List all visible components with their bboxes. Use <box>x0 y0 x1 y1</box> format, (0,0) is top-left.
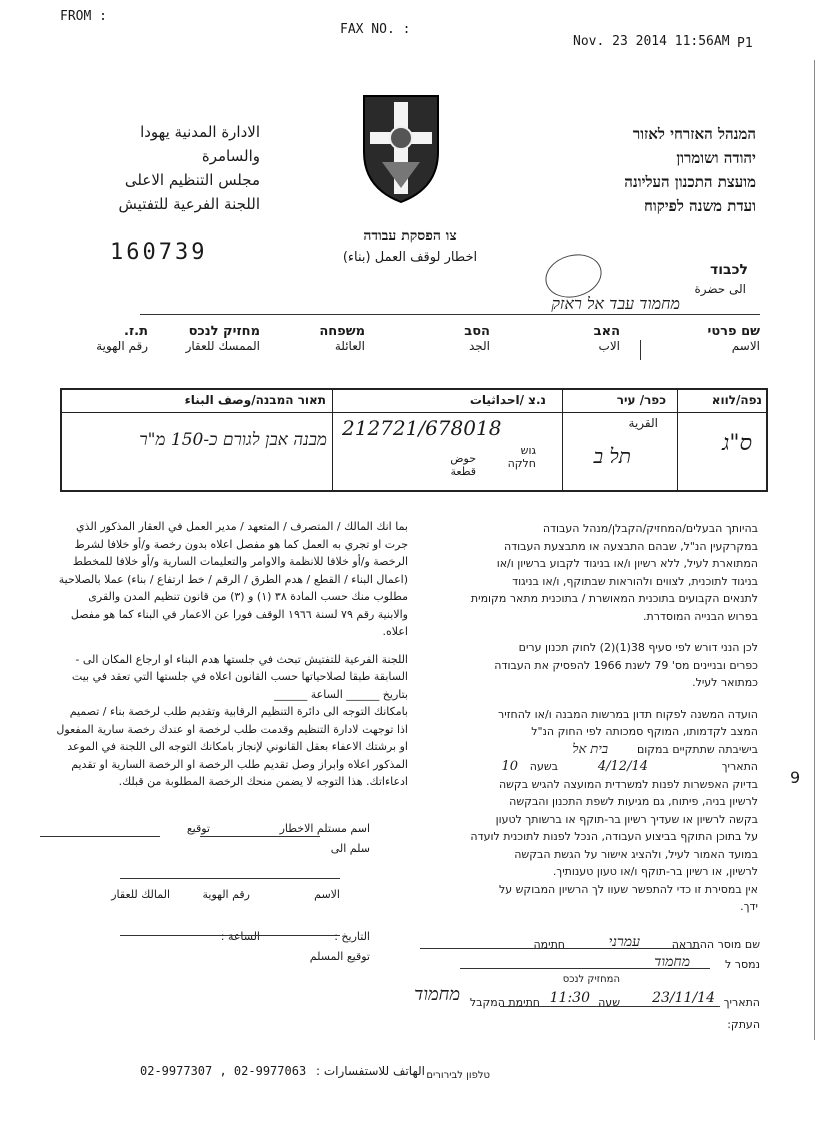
authority-ar-line: الادارة المدنية يهودا <box>140 123 260 141</box>
table-header-structure: תאור המבנה/وصف البناء <box>184 393 326 407</box>
body-he-line: על בתוכן התוקף בביצוע העבודה, הנכל לפנות לתוכנית לועדה <box>470 830 758 843</box>
body-he-line: כפרים ובניינים מס' 79 לשנת 1966 להפסיק את העבודה <box>494 658 758 672</box>
footer-phones: 02-9977307 , 02-9977063 <box>140 1064 307 1078</box>
body-he-line: בדיוק האפשרות לפנות למשרדית המועצה להגיש בקשה <box>498 777 758 791</box>
meeting-date-line: התאריך 4/12/14 בשעה 10 <box>501 759 758 774</box>
document-number: 160739 <box>110 240 208 265</box>
delivery-hour-value: 11:30 <box>549 990 590 1006</box>
receiver-signature-label: חתימת המקבל <box>469 996 540 1009</box>
delivery-hebrew <box>360 930 760 1040</box>
body-he-line: במועד האמור לעיל, ולהציג אישור על הגשת הבקשה <box>514 847 758 861</box>
handwritten-addressee-name: מחמוד עבד אל ראזק <box>551 294 680 313</box>
body-he-line: לרשיון, או רשיון בר-תוקף ו/או טעון טענותיך. <box>552 865 758 878</box>
document-title-arabic: اخطار لوقف العمل (بناء) <box>342 250 478 265</box>
structure-description-value: מבנה אבן לגורם כ-150 מ"ר <box>139 430 327 450</box>
receipt-date-label: التاريخ : <box>334 930 370 943</box>
delivery-date-label: התאריך <box>723 996 760 1009</box>
body-he-line: לתנאים הקבועים בתוכנית המאושרת / בתוכנית מתאר מקומית <box>470 592 758 605</box>
body-he-line: לרשיון בניה, פיתוח, גם מגיעות לשפת התכנון והבקשה <box>509 795 758 808</box>
authority-he-line: ועדת משנה לפיקוח <box>643 197 756 215</box>
meeting-place-line: בישיבתה שתתקיים במקום בית אל <box>572 741 758 757</box>
table-header-divider <box>62 412 766 413</box>
handwritten-tick <box>640 340 651 360</box>
fax-number-label: FAX NO. : <box>340 22 411 37</box>
body-he-line: בהיותך הבעלים/המחזיק/הקבלן/מנהל העבודה <box>542 522 758 535</box>
meeting-date-value: 4/12/14 <box>597 759 648 774</box>
table-header-village: כפר/ עיר <box>616 393 666 407</box>
body-he-line: אין במסירת זו כדי להתפשר שעוו לך הרשיון המבוקש על <box>499 882 758 896</box>
person-fields-row <box>60 324 760 368</box>
receipt-hour-label: الساعة : <box>220 930 260 943</box>
receipt-arabic <box>40 822 370 970</box>
fax-page: P1 <box>737 36 753 51</box>
authority-ar-line: مجلس التنظيم الاعلى <box>124 171 260 189</box>
delivered-by-value: עמרני <box>608 934 640 950</box>
body-he-line: המצב לקדמותו, המוקף סמכותה לפי החוק הנ"ל <box>531 725 758 738</box>
body-he-line: כמתואר לעיל. <box>692 676 758 689</box>
body-ar-line: المذكور اعلاه وابراز وصل تقديم طلب الرخصة او الرخصة السارية او تقديم <box>71 757 408 771</box>
block-parcel-labels-ar: حوض قطعة <box>450 452 476 478</box>
body-he-line: בקשה לרשיון או שעדיך רשיון בר-תוקף או ברשותך לטעון <box>495 812 758 826</box>
body-hebrew <box>414 520 758 916</box>
body-ar-line: بتاريخ ______ الساعة ______ <box>274 687 408 701</box>
body-ar-line: بما انك المالك / المتصرف / المتعهد / مدير العمل في العقار المذكور الذي <box>76 520 408 533</box>
block-parcel-labels: גוש חלקה <box>507 444 536 470</box>
body-ar-line: اللجنة الفرعية للتفتيش تبحث في جلستها هدم البناء او ارجاع المكان الى - <box>75 652 408 666</box>
addressee-underline <box>140 314 760 315</box>
authority-ar-line: والسامرة <box>201 147 260 165</box>
coat-of-arms-emblem <box>360 92 442 204</box>
authority-hebrew <box>456 122 756 218</box>
authority-ar-line: اللجنة الفرعية للتفتيش <box>118 195 260 213</box>
body-he-line: ידך. <box>740 900 758 913</box>
body-ar-line: ادعاءاتك. هذا التوجه لا يضمن منحك الرخصة المطلوبة من قبلك. <box>118 775 408 788</box>
table-header-village-ar: القرية <box>628 416 658 430</box>
person-field-grandfather: הסב الجد <box>464 324 490 353</box>
footer-phones-row <box>140 1064 640 1078</box>
authority-he-line: המנהל האזרחי לאזור <box>632 125 756 143</box>
body-ar-line: الرخصة و/أو خلافا للانظمة والاوامر والتعليمات السارية و/أو خلافا للمخطط <box>72 555 408 568</box>
receipt-signature-label: توقيع <box>186 822 210 835</box>
body-ar-line: (اعمال البناء / القطع / هدم الطرق / الرقم / خط ارتفاع / بناء) عملا بالصلاحية <box>58 572 408 586</box>
coordinates-value: 212721/678018 <box>342 416 502 440</box>
body-he-line: הועדה המשנה לפקוח תדון במרשות המבנה ו/או להחזיר <box>498 707 758 721</box>
receipt-col-owner: المالك للعقار <box>111 888 170 901</box>
receipt-col-id: رقم الهوية <box>202 888 250 901</box>
delivered-to-value: מחמוד <box>654 954 690 970</box>
village-value: תל ב <box>593 444 631 468</box>
receipt-col-name: الاسم <box>314 888 340 901</box>
copy-label: העתק: <box>727 1018 760 1031</box>
holder-label: המחזיק לנכס <box>562 974 620 985</box>
footer-label-ar: : الهاتف للاستفسارات <box>316 1064 425 1078</box>
body-he-line: בפרוש הבנייה המוסדרת. <box>642 609 758 623</box>
fax-datetime: Nov. 23 2014 11:56AM <box>573 34 730 49</box>
table-header-district: נפה/לווא <box>711 393 762 407</box>
table-header-coordinates: נ.צ /احداثيات <box>469 393 546 407</box>
body-arabic <box>38 518 408 791</box>
document-title-hebrew: צו הפסקת עבודה <box>363 228 457 244</box>
person-field-id: ת.ז. رقم الهوية <box>96 324 148 353</box>
footer-label-he: טלפון לבירורים <box>426 1070 490 1081</box>
body-ar-line: مطلوب منك حسب المادة ٣٨ (١) و (٣) من قانون تنظيم المدن والقرى <box>88 590 408 603</box>
fax-from: FROM : <box>60 9 107 24</box>
body-ar-line: او برشتك الاعفاء بعقل القانوني لإنجاز بامكانك التوجه الى اللجنة في الموعد <box>67 740 408 753</box>
body-ar-line: جرت او تجري به العمل كما هو مفصل اعلاه بدون رخصة و/أو خلافا لشرط <box>74 537 408 551</box>
location-table <box>60 388 768 492</box>
person-field-holder: מחזיק לנכס الممسك للعقار <box>185 324 260 353</box>
receipt-official-signature: توقيع المسلم <box>309 950 370 963</box>
authority-arabic <box>60 120 260 216</box>
person-field-family: משפחה العائلة <box>319 324 365 353</box>
addressee-ar: الى حضرة <box>694 282 746 296</box>
body-he-line: המתוארת לעיל, ללא רשיון ו/או בניגוד לקבוע ברשיון ו/או <box>496 557 758 570</box>
person-field-first-name: שם פרטי الاسم <box>707 324 760 353</box>
delivery-hour-label: שעה <box>598 996 620 1009</box>
body-he-line: לכן הנני דורש לפי סעיף 38(1)(2) לחוק תכנון ערים <box>518 641 758 654</box>
meeting-place-value: בית אל <box>572 741 608 757</box>
body-he-line: בניגוד לתוכנית, לצווים ולהוראות שבתוקף, ו/או בניגוד <box>512 574 758 588</box>
body-ar-line: السابقة طبقا لصلاحياتها حسب القانون اعلاه في جلستها التي تعقد في بيت <box>71 670 408 683</box>
person-field-father: האב الاب <box>593 324 620 353</box>
body-ar-line: اذا توجهت لادارة التنظيم وقدمت طلب لرخصة او عندك رخصة سارية المفعول <box>56 722 408 736</box>
authority-he-line: מועצת התכנון העליונה <box>624 173 756 191</box>
receiver-signature-value: מחמוד <box>414 984 460 1005</box>
addressee-he: לכבוד <box>710 262 748 278</box>
meeting-hour-value: 10 <box>501 759 518 774</box>
delivered-to-label: נמסר ל <box>725 958 760 971</box>
receipt-sender-label: سلم الى <box>330 842 370 855</box>
authority-he-line: יהודה ושומרון <box>676 149 756 167</box>
receipt-receiver-label: اسم مستلم الاخطار <box>279 822 370 835</box>
body-ar-line: اعلاه. <box>382 625 408 638</box>
delivered-by-label: שם מוסר ההתראה <box>671 938 760 951</box>
body-he-line: במקרקעין הנ"ל, שבהם התבצעה או מתבצעת העבודה <box>503 539 758 553</box>
body-ar-line: بامكانك التوجه الى دائرة التنظيم الرقابية وتقديم طلب لرخصة بناء / تصميم <box>69 705 408 718</box>
body-ar-line: والابنية رقم ٧٩ لسنة ١٩٦٦ الوقف فورا عن الاعمار في البناء كما هو مفصل <box>70 607 408 621</box>
delivery-date-value: 23/11/14 <box>652 990 715 1006</box>
margin-note: 9 <box>790 768 801 787</box>
fax-edge-line <box>814 60 815 1040</box>
delivery-signature-label: חתימה <box>533 938 565 951</box>
district-value: ס"ג <box>722 431 752 456</box>
